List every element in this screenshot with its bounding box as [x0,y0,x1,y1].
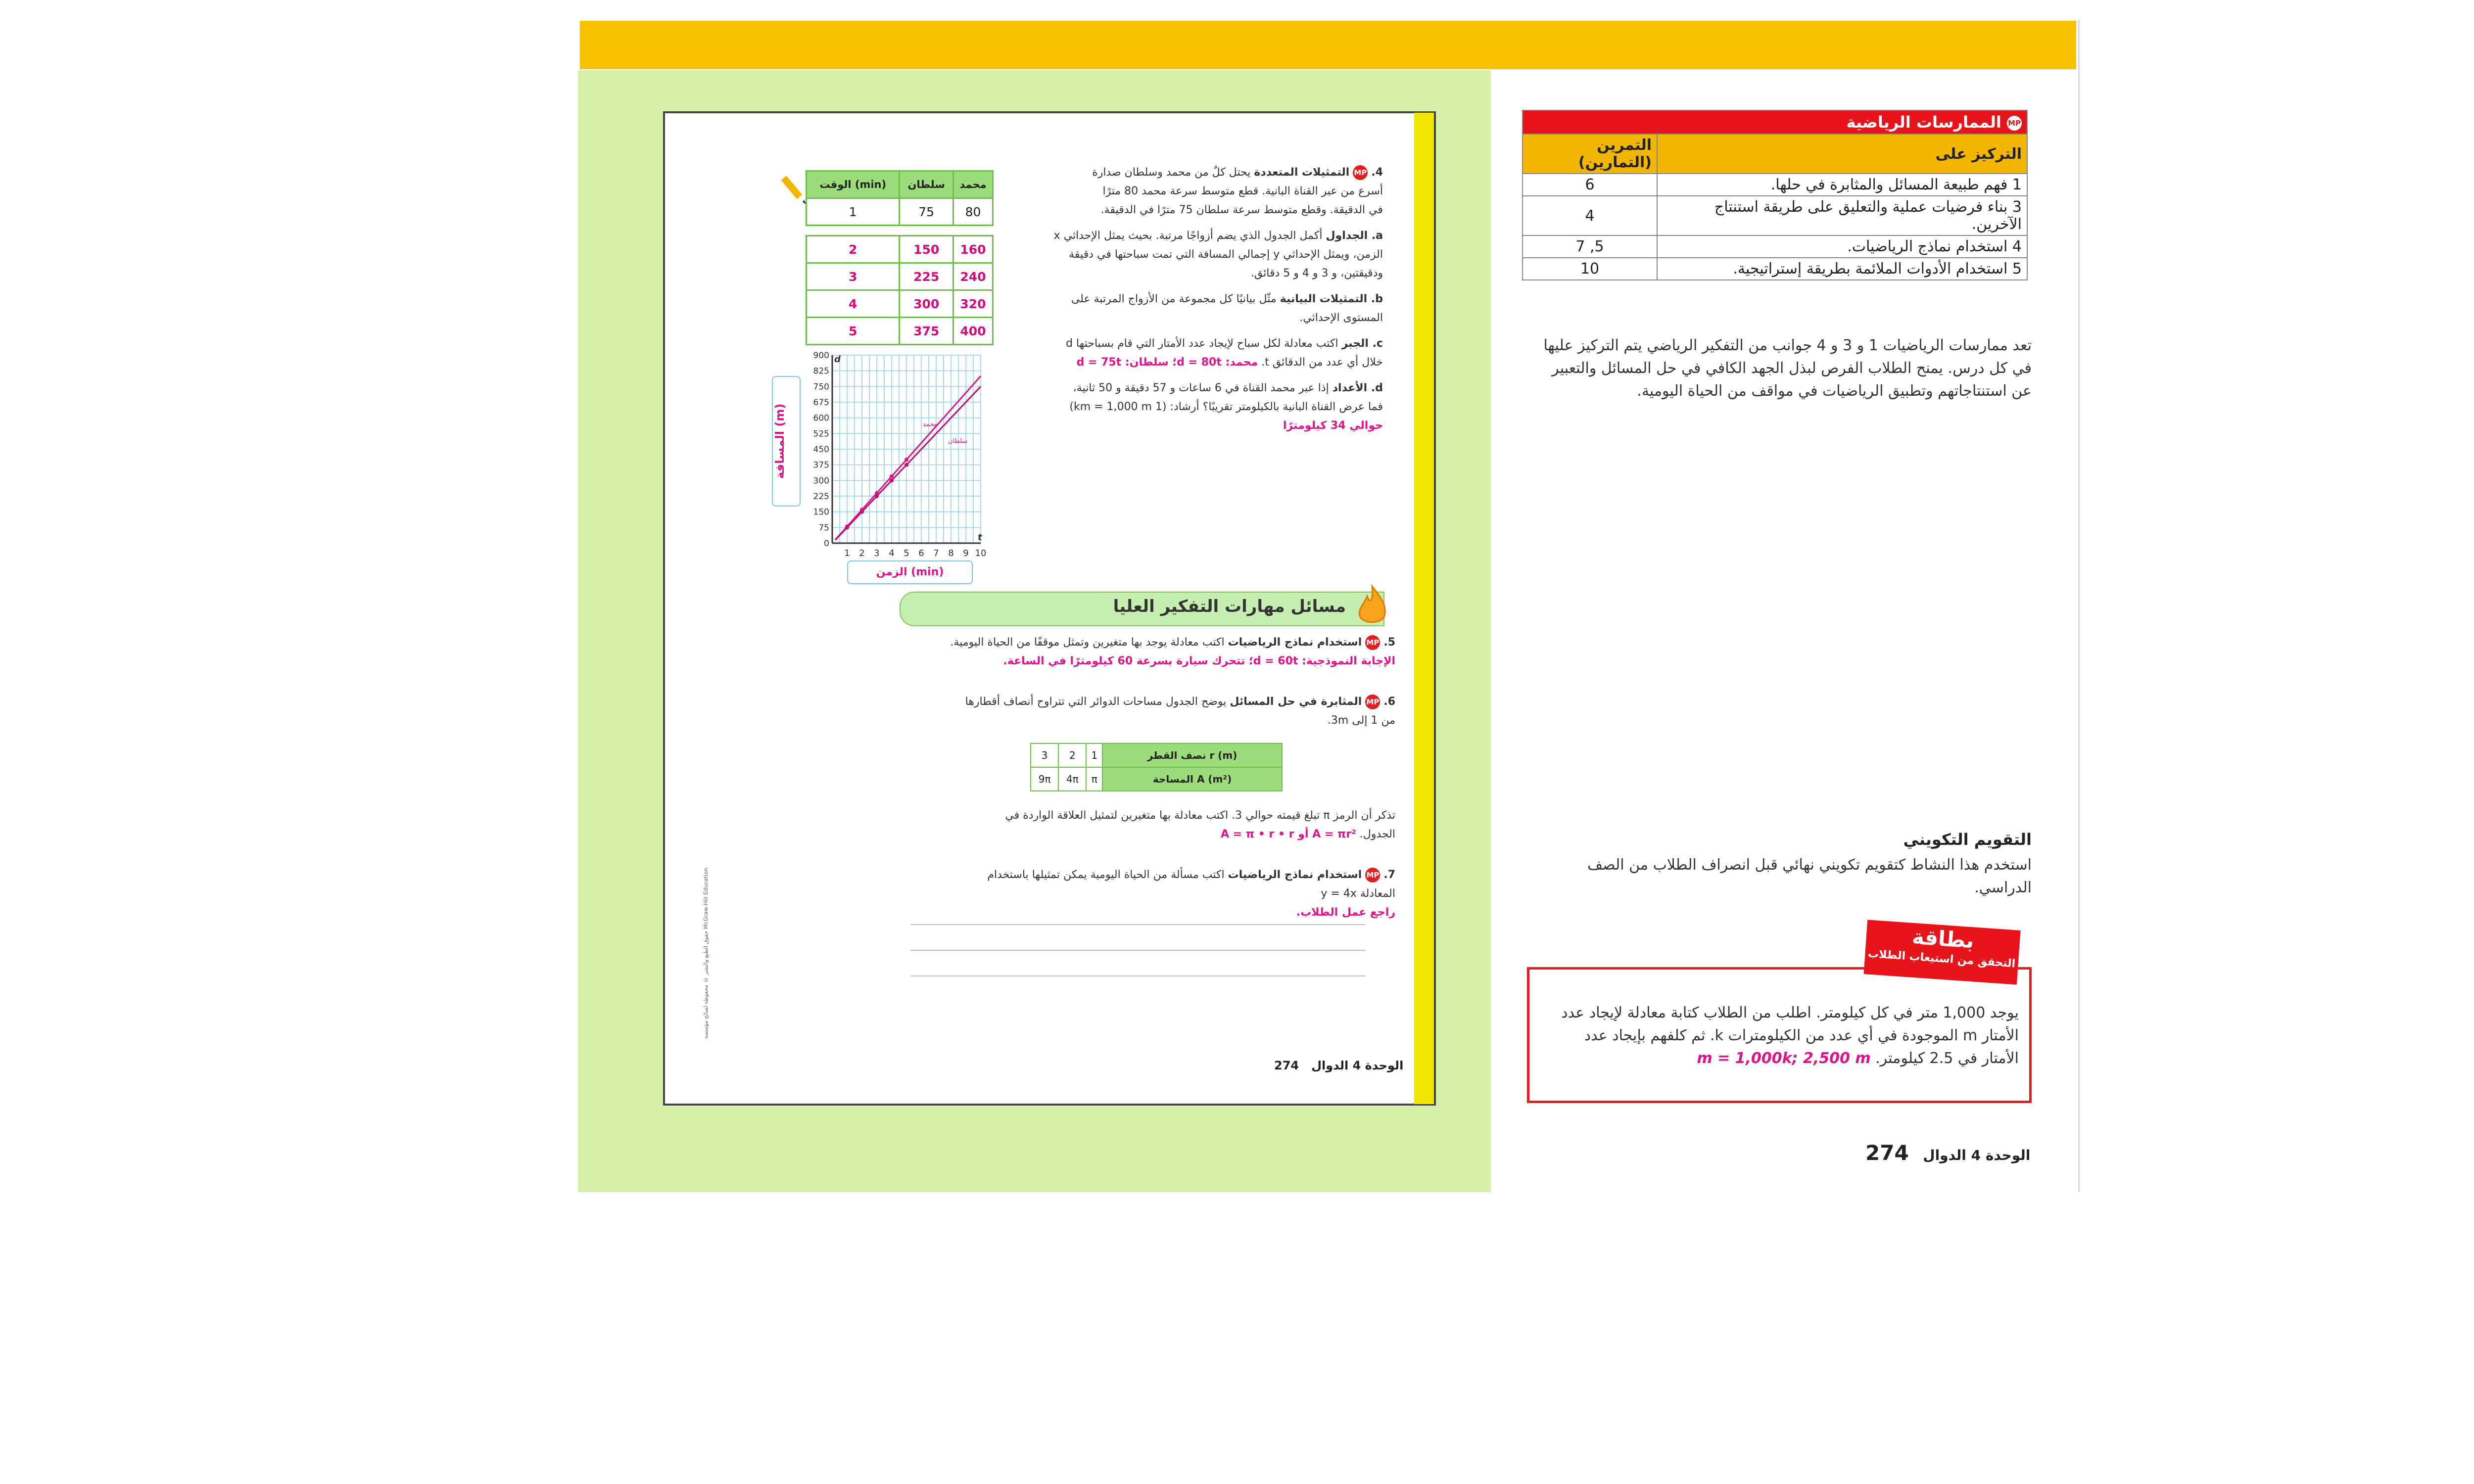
data-point [860,510,864,514]
q4d-text: إذا عبر محمد القناة في 6 ساعات و 57 دقيقة و 50 ثانية، [1073,382,1329,394]
y-tick-label: 750 [813,382,829,392]
table-cell: 240 [953,263,993,290]
exit-card-text [1544,1002,2019,1070]
q6-text: الجدول. [1359,828,1395,840]
rate-header-time: الوقت (min) [807,171,900,198]
graph-x-axis-label: الزمن (min) [847,560,973,584]
q4-title: التمثيلات المتعددة [1254,166,1350,179]
y-tick-label: 600 [813,413,829,423]
table-cell: نصف القطر r (m) [1102,743,1282,767]
table-cell: 4π [1058,767,1086,791]
x-tick-label: 2 [859,548,865,558]
rate-header-sultan: سلطان [900,171,953,198]
table-cell: 375 [900,318,953,345]
line-label-mohammed: محمد [923,420,938,428]
table-row [1522,196,2027,235]
q6-answer: A = πr² أو A = π • r • r [1220,828,1356,840]
q4c-text: خلال أي عدد من الدقائق t. [1261,356,1383,369]
y-tick-label: 450 [813,445,829,455]
answer-line [910,975,1366,976]
q4d-text: فما عرض القناة البانية بالكيلومتر تقريبًا؟ أرشاد: (1 km = 1,000 m) [1069,401,1383,413]
x-tick-label: 6 [918,548,924,558]
data-point [875,494,879,498]
q6-title: المثابرة في حل المسائل [1230,696,1362,708]
q5-number: 5. [1383,636,1395,649]
data-point [890,478,894,482]
table-cell: 75 [900,198,953,226]
y-tick-label: 375 [813,460,829,470]
data-point [845,525,849,529]
table-row [807,198,993,226]
practices-header-exercises: التمرين (التمارين) [1522,134,1657,174]
table-cell: 150 [900,236,953,263]
table-cell: 6 [1522,174,1657,196]
table-cell: 3 [807,263,900,290]
table-cell: 5, 7 [1522,235,1657,258]
q4-text: أسرع من عبر القناة البانية. قطع متوسط سرعة محمد 80 مترًا [1102,185,1383,197]
y-tick-label: 225 [813,492,829,502]
practices-header-focus: التركيز على [1657,134,2027,174]
y-tick-label: 75 [818,523,829,533]
data-point [904,458,908,462]
x-tick-label: 8 [948,548,954,558]
q7-text: المعادلة y = 4x [1321,887,1395,900]
left-footer [1274,1059,1403,1072]
y-tick-label: 0 [824,539,829,549]
footer-page-number: 274 [1865,1141,1909,1165]
q4b-text: مثّل بيانيًا كل مجموعة من الأزواج المرتبة على [1071,293,1277,305]
question-7 [910,866,1395,922]
practice-badge-icon: MP [1365,635,1380,650]
right-footer [1865,1141,2030,1165]
q5-text: اكتب معادلة يوجد بها متغيرين وتمثل موقفًا من الحياة اليومية. [950,636,1225,649]
table-row [807,290,993,318]
y-tick-label: 300 [813,476,829,486]
table-cell: 300 [900,290,953,318]
area-table [1030,743,1283,791]
q4c-text: اكتب معادلة لكل سباح لإيجاد عدد الأمتار التي قام بسباحتها d [1065,337,1338,350]
table-row [1522,174,2027,196]
table-cell: 1 [807,198,900,226]
x-tick-label: 4 [889,548,895,558]
q7-answer: راجع عمل الطلاب. [1296,906,1395,919]
practices-title-row [1522,110,2027,134]
table-cell: 4 استخدام نماذج الرياضيات. [1657,235,2027,258]
table-cell: 5 استخدام الأدوات الملائمة بطريقة إستراتيجية. [1657,258,2027,280]
y-tick-label: 825 [813,366,829,376]
table-cell: 1 فهم طبيعة المسائل والمثابرة في حلها. [1657,174,2027,196]
table-row [807,236,993,263]
copyright-credit: حقوق الطبع والنشر © محفوظة لصالح مؤسسة McGraw-Hill Education [703,868,709,1039]
q5-title: استخدام نماذج الرياضيات [1228,636,1362,649]
math-practices-table [1522,110,2028,280]
q7-title: استخدام نماذج الرياضيات [1228,869,1362,881]
q4c-label: c. الجبر [1341,337,1383,350]
card-tag-title: بطاقة [1911,924,1975,953]
t-axis-letter: t [978,532,982,543]
question-4 [1007,163,1383,435]
q4-text: في الدقيقة. وقطع متوسط سرعة سلطان 75 مترًا في الدقيقة. [1100,204,1383,216]
card-tag-subtitle: التحقق من استيعاب الطلاب [1867,947,2016,971]
rate-table [806,170,994,345]
q4a-text: أكمل الجدول الذي يضم أزواجًا مرتبة. بحيث يمثل الإحداثي x [1053,230,1323,242]
data-point [890,474,894,478]
footer-page-number: 274 [1274,1059,1299,1072]
table-cell: 5 [807,318,900,345]
x-tick-label: 7 [933,548,939,558]
q5-answer: الإجابة النموذجية: d = 60t؛ تتحرك سيارة بسرعة 60 كيلومترًا في الساعة. [1003,655,1395,667]
rate-header-mohammed: محمد [953,171,993,198]
data-point [904,463,908,467]
hots-title: مسائل مهارات التفكير العليا [1113,597,1346,616]
table-cell: 2 [807,236,900,263]
q4-number: 4. [1371,166,1383,179]
q4b-text: المستوى الإحداثي. [1299,312,1383,324]
practice-badge-icon: MP [2007,116,2022,131]
series-line-mohammed [835,376,981,540]
q4d-label: d. الأعداد [1332,382,1383,394]
q6-text: يوضح الجدول مساحات الدوائر التي تتراوح أنصاف أقطارها [965,696,1227,708]
q6-text: تذكر أن الرمز π تبلغ قيمته حوالي 3. اكتب معادلة بها متغيرين لتمثيل العلاقة الواردة في [1005,809,1395,822]
line-graph [802,346,999,564]
x-tick-label: 10 [975,548,987,558]
formative-title: التقويم التكويني [1903,830,2032,849]
answer-line [910,924,1366,925]
table-cell: 3 [1031,743,1058,767]
y-tick-label: 150 [813,507,829,517]
table-row [807,318,993,345]
page-edge-strip [1414,113,1434,1104]
question-6-continued [910,806,1395,844]
question-5 [920,633,1395,671]
q7-number: 7. [1383,869,1395,881]
table-row [807,263,993,290]
q6-text: من 1 إلى 3m. [1327,714,1395,727]
table-cell: 1 [1086,743,1102,767]
question-6 [910,693,1395,730]
table-cell: المساحة A (m²) [1102,767,1282,791]
card-text: يوجد 1,000 متر في كل كيلومتر. اطلب من الطلاب كتابة معادلة لإيجاد عدد الأمتار m الموجودة في أي عدد من الكيلومترات k. ثم كلفهم بإيجاد عدد الأمتار في 2.5 كيلومتر. [1561,1004,2019,1067]
y-tick-label: 900 [813,351,829,361]
q4a-text: الزمن، ويمثل الإحداثي y إجمالي المسافة التي تمت سباحتها في دقيقة [1069,248,1383,261]
card-answer: m = 1,000k; 2,500 m [1697,1050,1871,1067]
d-axis-letter: d [834,354,841,365]
q4c-answer: محمد: d = 80t؛ سلطان: d = 75t [1076,356,1258,369]
x-tick-label: 3 [874,548,880,558]
practices-paragraph: تعد ممارسات الرياضيات 1 و 3 و 4 جوانب من التفكير الرياضي يتم التركيز عليها في كل درس. يمنح الطلاب الفرص لبذل الجهد الكافي في حل المسائل والتعبير عن استنتاجاتهم وتطبيق الرياضيات في مواقف من الحياة اليومية. [1543,337,2032,400]
table-cell: 4 [1522,196,1657,235]
q6-number: 6. [1383,696,1395,708]
flame-icon [1355,584,1389,628]
table-row [1522,235,2027,258]
table-cell: 80 [953,198,993,226]
practices-title: الممارسات الرياضية [1846,113,2001,132]
table-cell: 225 [900,263,953,290]
practice-badge-icon: MP [1365,868,1380,882]
table-cell: 400 [953,318,993,345]
series-line-sultan [835,386,981,540]
table-cell: 3 بناء فرضيات عملية والتعليق على طريقة استنتاج الآخرين. [1657,196,2027,235]
table-cell: 2 [1058,743,1086,767]
line-label-sultan: سلطان [948,437,968,445]
table-cell: 4 [807,290,900,318]
x-tick-label: 9 [963,548,969,558]
answer-line [910,950,1366,951]
table-cell: 10 [1522,258,1657,280]
footer-unit: الوحدة 4 الدوال [1923,1147,2031,1163]
q7-text: اكتب مسألة من الحياة اليومية يمكن تمثيلها باستخدام [987,869,1225,881]
q4a-label: a. الجداول [1326,230,1383,242]
y-tick-label: 675 [813,398,829,408]
x-tick-label: 1 [844,548,850,558]
table-cell: π [1086,767,1102,791]
graph-y-axis-label: المسافة (m) [772,376,801,507]
x-tick-label: 5 [904,548,909,558]
table-cell: 160 [953,236,993,263]
q4-text: يحتل كلٌ من محمد وسلطان صدارة [1092,166,1251,179]
q4d-answer: حوالي 34 كيلومترًا [1283,419,1383,432]
exit-card-tag [1864,920,2021,984]
practice-badge-icon: MP [1365,695,1380,709]
formative-text: استخدم هذا النشاط كتقويم تكويني نهائي قبل انصراف الطلاب من الصف الدراسي. [1587,856,2032,896]
table-row [1522,258,2027,280]
table-cell: 320 [953,290,993,318]
y-tick-label: 525 [813,429,829,439]
q4a-text: ودقيقتين، و 3 و 4 و 5 دقائق. [1250,267,1383,279]
q4b-label: b. التمثيلات البيانية [1280,293,1383,305]
footer-unit: الوحدة 4 الدوال [1311,1059,1404,1072]
practice-badge-icon: MP [1353,165,1368,180]
table-cell: 9π [1031,767,1058,791]
top-color-bar [580,21,2076,69]
